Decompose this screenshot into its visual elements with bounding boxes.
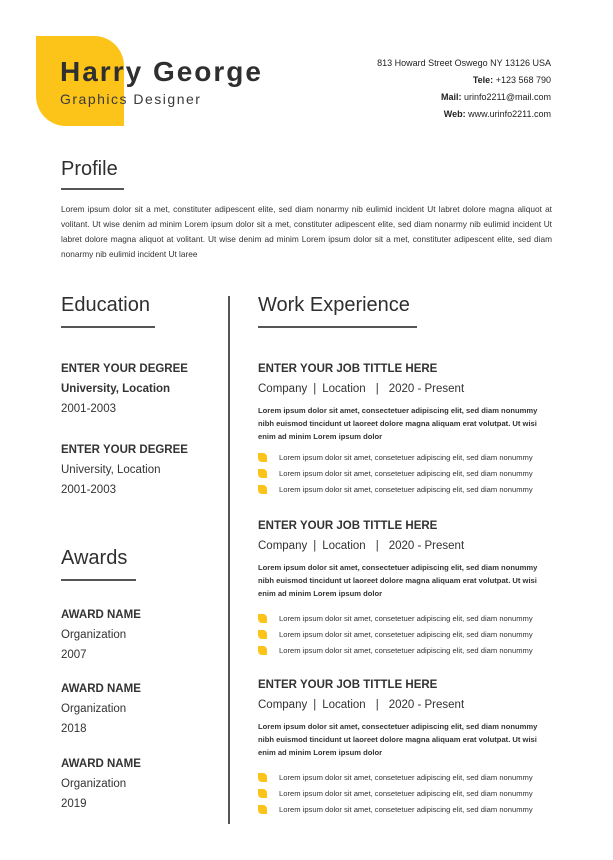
job-bullet: Lorem ipsum dolor sit amet, consetetuer adipiscing elit, sed diam nonummy [258,626,552,642]
work-title: Work Experience [258,294,410,316]
job-meta: Company | Location | 2020 - Present [258,540,465,552]
award-name: AWARD NAME [61,609,141,621]
profile-underline [61,188,124,190]
contact-mail-label: Mail: [440,92,462,102]
job-bullet: Lorem ipsum dolor sit amet, consetetuer adipiscing elit, sed diam nonummy [258,449,552,465]
contact-web-label: Web: [443,109,466,119]
job-description: Lorem ipsum dolor sit amet, consectetuer adipiscing elit, sed diam nonummy nibh euismod tincidunt ut laoreet dolore magna aliquam erat volutpat. Ut wisi enim ad minim Lorem ipsum dolor [258,563,538,598]
contact-tele-label: Tele: [472,75,494,85]
job-entry [258,362,552,497]
award-year: 2018 [61,723,87,735]
award-name: AWARD NAME [61,683,141,695]
job-meta: Company | Location | 2020 - Present [258,383,465,395]
education-entry [61,362,221,416]
job-location: Location [322,540,366,552]
contact-mail [377,89,551,106]
leaf-bullet-icon [258,614,267,623]
contact-tele [377,72,551,89]
leaf-bullet-icon [258,805,267,814]
award-entry [61,608,221,662]
job-entry [258,678,552,817]
profile-text: Lorem ipsum dolor sit a met, constituter adipescent elite, sed diam nonarmy nib eulimid incident Ut labret dolore magna aliquot at volitant. Ut wise denim ad minim Lorem ipsum dolor sit a met, constituter adipescent elite, sed diam nonarmy nib eulimid incident Ut labret dolore magna aliquot at volitant. Ut wise denim ad minim Lorem ipsum dolor sit a met, constituter adipescent elite, sed diam nonarmy nib eulimid incident Ut laree [61,204,552,259]
candidate-role: Graphics Designer [60,91,202,107]
award-year: 2007 [61,649,87,661]
job-company: Company [258,383,308,395]
contact-address: 813 Howard Street Oswego NY 13126 USA [377,58,551,68]
candidate-name: Harry George [60,56,263,87]
contact-mail-value[interactable]: urinfo2211@mail.com [463,92,551,102]
job-company: Company [258,699,308,711]
awards-underline [61,579,136,581]
award-organization: Organization [61,703,127,715]
job-period: 2020 - Present [388,540,465,552]
job-description: Lorem ipsum dolor sit amet, consectetuer adipiscing elit, sed diam nonummy nibh euismod tincidunt ut laoreet dolore magna aliquam erat volutpat. Ut wisi enim ad minim Lorem ipsum dolor [258,722,538,757]
job-company: Company [258,540,308,552]
education-degree: ENTER YOUR DEGREE [61,444,188,456]
award-organization: Organization [61,778,127,790]
job-period: 2020 - Present [388,699,465,711]
job-bullet: Lorem ipsum dolor sit amet, consetetuer adipiscing elit, sed diam nonummy [258,785,552,801]
contact-web-value[interactable]: www.urinfo2211.com [468,109,551,119]
education-years: 2001-2003 [61,484,116,496]
education-degree: ENTER YOUR DEGREE [61,363,188,375]
job-title: ENTER YOUR JOB TITTLE HERE [258,520,438,532]
job-bullet: Lorem ipsum dolor sit amet, consetetuer adipiscing elit, sed diam nonummy [258,642,552,658]
job-entry [258,519,552,658]
contact-web [377,106,551,123]
award-name: AWARD NAME [61,758,141,770]
profile-title: Profile [61,158,118,180]
job-description: Lorem ipsum dolor sit amet, consectetuer adipiscing elit, sed diam nonummy nibh euismod tincidunt ut laoreet dolore magna aliquam erat volutpat. Ut wisi enim ad minim Lorem ipsum dolor [258,406,538,441]
job-bullet: Lorem ipsum dolor sit amet, consetetuer adipiscing elit, sed diam nonummy [258,801,552,817]
job-meta: Company | Location | 2020 - Present [258,699,465,711]
job-bullets [258,769,552,817]
education-underline [61,326,155,328]
leaf-bullet-icon [258,789,267,798]
education-title: Education [61,294,150,316]
leaf-bullet-icon [258,630,267,639]
education-years: 2001-2003 [61,403,116,415]
job-bullets [258,610,552,658]
awards-title: Awards [61,547,128,569]
leaf-bullet-icon [258,453,267,462]
award-entry [61,757,221,811]
work-underline [258,326,417,328]
contact-block [377,55,551,123]
award-organization: Organization [61,629,127,641]
job-bullet: Lorem ipsum dolor sit amet, consetetuer adipiscing elit, sed diam nonummy [258,481,552,497]
job-bullets [258,449,552,497]
education-entry [61,443,221,497]
job-bullet: Lorem ipsum dolor sit amet, consetetuer adipiscing elit, sed diam nonummy [258,610,552,626]
contact-tele-value: +123 568 790 [495,75,551,85]
award-entry [61,682,221,736]
leaf-bullet-icon [258,646,267,655]
leaf-bullet-icon [258,469,267,478]
job-bullet: Lorem ipsum dolor sit amet, consetetuer adipiscing elit, sed diam nonummy [258,769,552,785]
job-title: ENTER YOUR JOB TITTLE HERE [258,363,438,375]
job-bullet: Lorem ipsum dolor sit amet, consetetuer adipiscing elit, sed diam nonummy [258,465,552,481]
leaf-bullet-icon [258,773,267,782]
job-location: Location [322,699,366,711]
job-title: ENTER YOUR JOB TITTLE HERE [258,679,438,691]
leaf-bullet-icon [258,485,267,494]
award-year: 2019 [61,798,87,810]
column-divider [228,296,230,824]
education-university: University, Location [61,383,171,395]
job-period: 2020 - Present [388,383,465,395]
job-location: Location [322,383,366,395]
education-university: University, Location [61,464,161,476]
